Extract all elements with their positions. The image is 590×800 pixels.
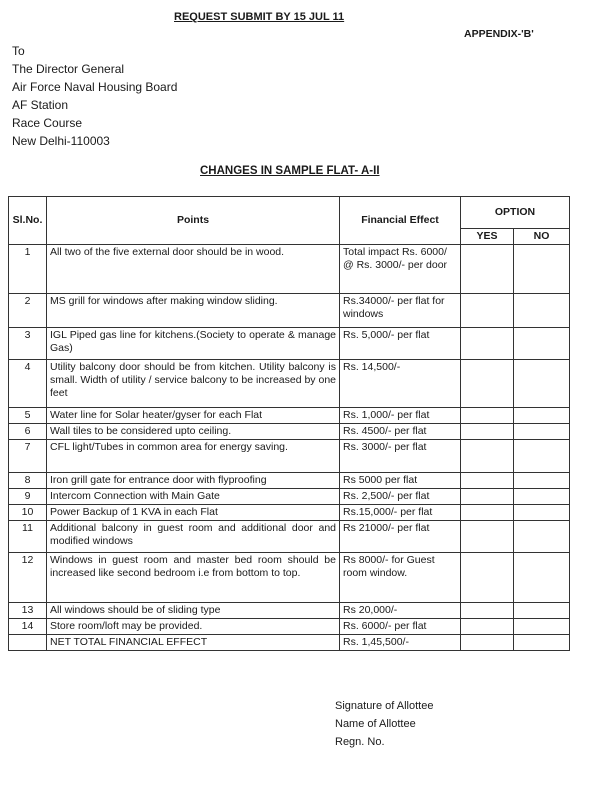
row-point: Utility balcony door should be from kitchen. Utility balcony is small. Width of utility / service balcony to be increased by one feet [47,360,340,408]
no-option-cell[interactable] [514,505,570,521]
row-financial-effect: Rs. 2,500/- per flat [340,489,461,505]
address-line: New Delhi-110003 [12,134,110,148]
registration-line: Regn. No. [335,736,385,748]
no-option-cell[interactable] [514,521,570,553]
row-point: Power Backup of 1 KVA in each Flat [47,505,340,521]
table-row [9,619,570,635]
row-financial-effect: Rs. 6000/- per flat [340,619,461,635]
row-number: 9 [9,489,47,505]
header-no: NO [514,229,570,245]
row-number: 2 [9,294,47,328]
total-yes-cell [461,635,514,651]
row-number: 4 [9,360,47,408]
table-row [9,408,570,424]
table-row [9,505,570,521]
address-line: The Director General [12,62,125,76]
address-line: To [12,44,25,58]
no-option-cell[interactable] [514,553,570,603]
row-point: IGL Piped gas line for kitchens.(Society to operate & manage Gas) [47,328,340,360]
row-financial-effect: Rs. 4500/- per flat [340,424,461,440]
signature-block [335,697,433,751]
row-number: 13 [9,603,47,619]
row-number: 11 [9,521,47,553]
yes-option-cell[interactable] [461,505,514,521]
header-points: Points [47,197,340,245]
row-point: Windows in guest room and master bed room should be increased like second bedroom i.e from bottom to top. [47,553,340,603]
table-row [9,489,570,505]
address-line: AF Station [12,98,69,112]
table-header-row [9,197,570,229]
page-title: CHANGES IN SAMPLE FLAT- A-II [200,165,380,177]
row-financial-effect: Rs.34000/- per flat for windows [340,294,461,328]
table-row [9,473,570,489]
table-row [9,360,570,408]
table-row [9,424,570,440]
row-point: Store room/loft may be provided. [47,619,340,635]
changes-table [8,196,570,651]
row-financial-effect: Rs 21000/- per flat [340,521,461,553]
header-slno: Sl.No. [9,197,47,245]
yes-option-cell[interactable] [461,360,514,408]
address-block [12,42,177,150]
row-financial-effect: Rs. 3000/- per flat [340,440,461,473]
row-financial-effect: Total impact Rs. 6000/ @ Rs. 3000/- per door [340,245,461,294]
table-row [9,294,570,328]
table-row [9,440,570,473]
no-option-cell[interactable] [514,473,570,489]
no-option-cell[interactable] [514,603,570,619]
row-number: 5 [9,408,47,424]
row-point: Additional balcony in guest room and additional door and modified windows [47,521,340,553]
no-option-cell[interactable] [514,489,570,505]
name-line: Name of Allottee [335,718,416,730]
row-number: 8 [9,473,47,489]
no-option-cell[interactable] [514,245,570,294]
row-number: 7 [9,440,47,473]
row-financial-effect: Rs 5000 per flat [340,473,461,489]
row-financial-effect: Rs 8000/- for Guest room window. [340,553,461,603]
row-financial-effect: Rs.15,000/- per flat [340,505,461,521]
yes-option-cell[interactable] [461,245,514,294]
header-option: OPTION [461,197,570,229]
yes-option-cell[interactable] [461,521,514,553]
yes-option-cell[interactable] [461,619,514,635]
header-financial-effect: Financial Effect [340,197,461,245]
table-row [9,603,570,619]
yes-option-cell[interactable] [461,424,514,440]
address-line: Race Course [12,116,83,130]
total-no-cell [514,635,570,651]
row-financial-effect: Rs. 1,000/- per flat [340,408,461,424]
row-financial-effect: Rs 20,000/- [340,603,461,619]
no-option-cell[interactable] [514,294,570,328]
header-yes: YES [461,229,514,245]
row-point: Iron grill gate for entrance door with flyproofing [47,473,340,489]
yes-option-cell[interactable] [461,328,514,360]
total-value: Rs. 1,45,500/- [340,635,461,651]
row-number: 3 [9,328,47,360]
total-blank-cell [9,635,47,651]
row-point: CFL light/Tubes in common area for energy saving. [47,440,340,473]
row-financial-effect: Rs. 5,000/- per flat [340,328,461,360]
total-row [9,635,570,651]
table-row [9,328,570,360]
yes-option-cell[interactable] [461,408,514,424]
appendix-label: APPENDIX-'B' [464,28,534,40]
yes-option-cell[interactable] [461,294,514,328]
row-point: Intercom Connection with Main Gate [47,489,340,505]
signature-line: Signature of Allottee [335,700,434,712]
row-number: 12 [9,553,47,603]
row-number: 1 [9,245,47,294]
no-option-cell[interactable] [514,408,570,424]
table-row [9,245,570,294]
table-row [9,521,570,553]
no-option-cell[interactable] [514,424,570,440]
row-point: Wall tiles to be considered upto ceiling. [47,424,340,440]
no-option-cell[interactable] [514,328,570,360]
yes-option-cell[interactable] [461,440,514,473]
address-line: Air Force Naval Housing Board [12,80,178,94]
table-row [9,553,570,603]
row-financial-effect: Rs. 14,500/- [340,360,461,408]
yes-option-cell[interactable] [461,553,514,603]
row-point: Water line for Solar heater/gyser for each Flat [47,408,340,424]
yes-option-cell[interactable] [461,473,514,489]
total-label: NET TOTAL FINANCIAL EFFECT [47,635,340,651]
row-point: All two of the five external door should be in wood. [47,245,340,294]
row-point: MS grill for windows after making window sliding. [47,294,340,328]
no-option-cell[interactable] [514,440,570,473]
no-option-cell[interactable] [514,360,570,408]
yes-option-cell[interactable] [461,489,514,505]
request-deadline: REQUEST SUBMIT BY 15 JUL 11 [174,11,345,23]
no-option-cell[interactable] [514,619,570,635]
row-number: 14 [9,619,47,635]
row-number: 6 [9,424,47,440]
row-number: 10 [9,505,47,521]
yes-option-cell[interactable] [461,603,514,619]
row-point: All windows should be of sliding type [47,603,340,619]
